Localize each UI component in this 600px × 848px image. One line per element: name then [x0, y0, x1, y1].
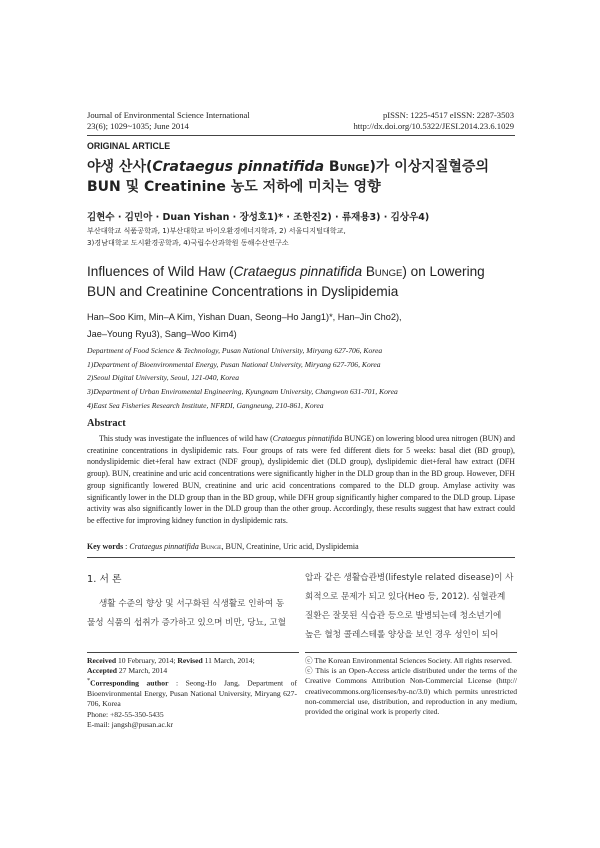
email-line[interactable]: E-mail: jangsh@pusan.ac.kr: [87, 719, 174, 729]
english-affiliation: Department of Food Science & Technology, Pusan National University, Miryang 627-706, Korea: [87, 346, 383, 355]
english-title-line2: BUN and Creatinine Concentrations in Dyslipidemia: [87, 284, 399, 299]
english-title-italic: Crataegus pinnatifida: [233, 264, 363, 279]
keywords-b: B: [198, 542, 207, 551]
body-line: 생활 수준의 향상 및 서구화된 식생활로 인하여 동: [99, 599, 285, 609]
english-title-b: B: [362, 264, 375, 279]
english-authors-line: Han–Soo Kim, Min–A Kim, Yishan Duan, Seong–Ho Jang1)*, Han–Jin Cho2),: [87, 312, 402, 322]
journal-header-right: [353, 110, 514, 132]
english-authors: [87, 309, 402, 343]
received-label: Received: [87, 656, 117, 665]
abstract-body: [87, 433, 515, 527]
footnote-rule-right: [305, 652, 517, 653]
body-line: 질환은 잘못된 식습관 등으로 발병되는데 청소년기에: [305, 611, 502, 621]
journal-header-left: [87, 110, 250, 132]
journal-name: Journal of Environmental Science International: [87, 110, 250, 120]
korean-title-b: B: [324, 159, 340, 175]
keywords-sc: UNGE: [206, 545, 222, 551]
abstract-heading: Abstract: [87, 418, 126, 429]
english-title-pre: Influences of Wild Haw (: [87, 264, 234, 279]
english-affiliation: 2)Seoul Digital University, Seoul, 121-040, Korea: [87, 373, 239, 383]
corresponding-label: Corresponding author: [90, 678, 169, 688]
footnote-right: [305, 656, 517, 717]
english-title-line1: [87, 263, 485, 283]
header-rule: [87, 135, 515, 136]
body-line: 물성 식품의 섭취가 증가하고 있으며 비만, 당뇨, 고혈: [87, 618, 286, 628]
body-line: 높은 혈청 콜레스테롤 양상을 보인 경우 성인이 되어: [305, 630, 499, 640]
footnote-left: [87, 656, 297, 730]
abstract-text-post: BUNGE) on lowering blood urea nitrogen (BUN) and creatinine concentrations in dyslipidemic rats. Four groups of rats were fed different diets for 5 weeks: basal diet (BD group), nondyslipidemic diet+feral haw extract (NDF group), dyslipidemic diet (DLD group), dyslipidemic diet+feral haw extract (DFH group). BUN, creatinine and uric acid concentrations were significantly higher in the DLD group than in the BD group. However, DFH group significantly lowered BUN, creatinine and uric acid concentrations compared to the DLD group. Amylase activity was significantly lower in the DLD group than in the BD group, while DFH group significantly higher compared to the DLD group. Lipase activity was also significantly lower in the DLD group than the other group. Accordingly, these results suggest that haw extract could be effective for improving kidney function in dyslipidemic rats.: [87, 434, 515, 525]
section1-right-column: [305, 569, 517, 645]
corresponding-text: : Seong-Ho Jang, Department of Bioenvironmental Energy, Pusan National University, Miryang 627-706, Korea: [87, 678, 297, 709]
english-affiliation: 1)Department of Bioenvironmental Energy, Pusan National University, Miryang 627-706, Korea: [87, 359, 381, 369]
keywords-rule: [87, 557, 515, 558]
korean-title-pre: 야생 산사(: [87, 159, 153, 175]
korean-affiliations: [87, 225, 346, 249]
corresponding-line: *Corresponding author : Seong-Ho Jang, Department of Bioenvironmental Energy, Pusan National University, Miryang 627-706, Korea: [87, 677, 297, 709]
korean-title: [87, 158, 489, 197]
keywords: Key words : Crataegus pinnatifida BUNGE, BUN, Creatinine, Uric acid, Dyslipidemia: [87, 542, 359, 551]
korean-title-sc: UNGE: [339, 163, 370, 174]
section-heading: 1. 서 론: [87, 574, 122, 585]
korean-title-line1: [87, 158, 489, 178]
received-date: 10 February, 2014;: [116, 656, 178, 665]
body-line: 압과 같은 생활습관병(lifestyle related disease)이 사: [305, 573, 514, 583]
keywords-rest: , BUN, Creatinine, Uric acid, Dyslipidemia: [221, 542, 359, 551]
accepted-date: 27 March, 2014: [116, 666, 168, 676]
english-title: [87, 263, 485, 301]
license-text: ⓒ This is an Open-Access article distributed under the terms of the Creative Commons Attribution Non-Commercial License (http:// creativecommons.org/licenses/by-nc/3.0) which permits unrestricted non-commercial use, distribution, and reproduction in any medium, provided the original work is properly cited.: [305, 666, 517, 717]
footnote-rule-left: [87, 652, 299, 653]
korean-authors: 김현수 · 김민아 · Duan Yishan · 장성호1)* · 조한진2) · 류재용3) · 김상우4): [87, 212, 430, 223]
received-line: [87, 656, 297, 666]
copyright-line: ⓒ The Korean Environmental Sciences Society. All rights reserved.: [305, 656, 512, 665]
section1-left-column: [87, 595, 299, 633]
article-type: ORIGINAL ARTICLE: [87, 141, 171, 151]
english-affiliation: 3)Department of Urban Enviromental Engineering, Kyungnam University, Changwon 631-701, Korea: [87, 387, 398, 397]
revised-date: 11 March, 2014;: [202, 656, 255, 665]
abstract-text-pre: This study was investigate the influences of wild haw (: [99, 434, 273, 443]
korean-title-italic: Crataegus pinnatifida: [152, 159, 325, 175]
korean-title-post: )가 이상지질혈증의: [369, 159, 489, 175]
journal-volume: 23(6); 1029~1035; June 2014: [87, 121, 189, 131]
english-affiliations: [87, 344, 398, 413]
korean-affiliation: 3)경남대학교 도시환경공학과, 4)국립수산과학원 동해수산연구소: [87, 238, 289, 247]
phone-line: Phone: +82-55-350-5435: [87, 709, 164, 719]
korean-title-line2: BUN 및 Creatinine 농도 저하에 미치는 영향: [87, 179, 381, 195]
accepted-line: [87, 666, 297, 676]
journal-doi[interactable]: http://dx.doi.org/10.5322/JESI.2014.23.6.1029: [353, 121, 514, 131]
accepted-label: Accepted: [87, 666, 117, 676]
revised-label: Revised: [177, 656, 203, 665]
keywords-italic: Crataegus pinnatifida: [129, 542, 199, 551]
english-title-post: ) on Lowering: [402, 264, 485, 279]
english-affiliation: 4)East Sea Fisheries Research Institute, NFRDI, Gangneung, 210-861, Korea: [87, 400, 324, 410]
body-line: 회적으로 문제가 되고 있다(Heo 등, 2012). 심혈관계: [305, 592, 506, 602]
english-authors-line: Jae–Young Ryu3), Sang–Woo Kim4): [87, 329, 237, 339]
korean-affiliation: 부산대학교 식품공학과, 1)부산대학교 바이오환경에너지학과, 2) 서울디지털대학교,: [87, 226, 346, 235]
keywords-label: Key words: [87, 542, 124, 551]
abstract-text-italic: Crataegus pinnatifida: [272, 434, 343, 443]
english-title-sc: UNGE: [374, 268, 403, 279]
journal-issn: pISSN: 1225-4517 eISSN: 2287-3503: [382, 110, 514, 120]
